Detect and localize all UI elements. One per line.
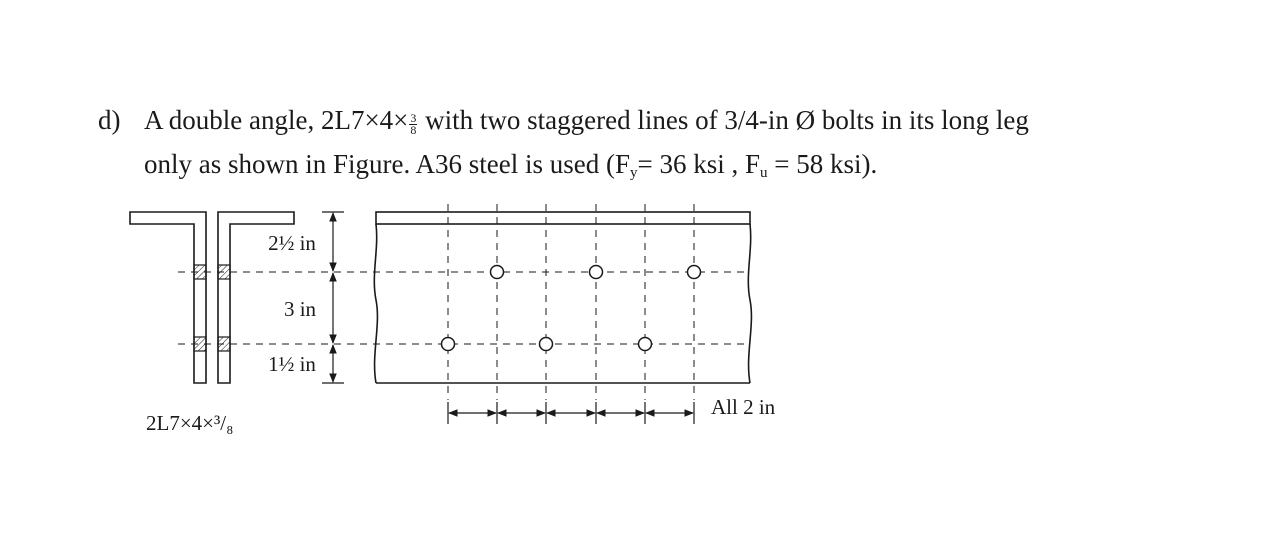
fu-subscript: u	[760, 165, 768, 181]
problem-text-2a: only as shown in Figure. A36 steel is used (F	[144, 149, 630, 179]
angle-elevation	[374, 212, 751, 383]
gage-lines	[178, 272, 745, 344]
dim-label-mid: 3 in	[283, 297, 317, 321]
bolt-holes	[442, 266, 701, 351]
bolt-hole	[540, 338, 553, 351]
right-break-line	[748, 224, 751, 383]
pitch-dimensions	[448, 402, 694, 424]
fy-subscript: y	[630, 165, 638, 181]
left-angle-outline	[130, 212, 206, 383]
left-break-line	[374, 224, 377, 383]
fraction-denominator: 8	[410, 123, 417, 138]
pitch-label: All 2 in	[711, 395, 776, 419]
bolt-hole	[639, 338, 652, 351]
fraction-numerator: 3	[410, 111, 417, 126]
problem-text-2c: = 58 ksi).	[767, 149, 878, 179]
bolt-hole	[491, 266, 504, 279]
bolt-center-lines	[448, 204, 694, 400]
dim-label-bot: 1½ in	[268, 352, 316, 376]
dim-label-top: 2½ in	[268, 231, 316, 255]
section-bolt-holes	[194, 265, 230, 351]
vertical-dimensions	[322, 212, 344, 383]
bolt-hole	[688, 266, 701, 279]
bolt-hole	[590, 266, 603, 279]
bolt-hole	[442, 338, 455, 351]
problem-text-1b: with two staggered lines of 3/4-in Ø bolts in its long leg	[418, 105, 1029, 135]
section-designation-label: 2L7×4×³/₈	[146, 411, 234, 435]
problem-label: d)	[98, 105, 121, 135]
problem-text-1a: A double angle, 2L7×4×	[144, 105, 409, 135]
problem-text-2b: = 36 ksi , F	[637, 149, 761, 179]
